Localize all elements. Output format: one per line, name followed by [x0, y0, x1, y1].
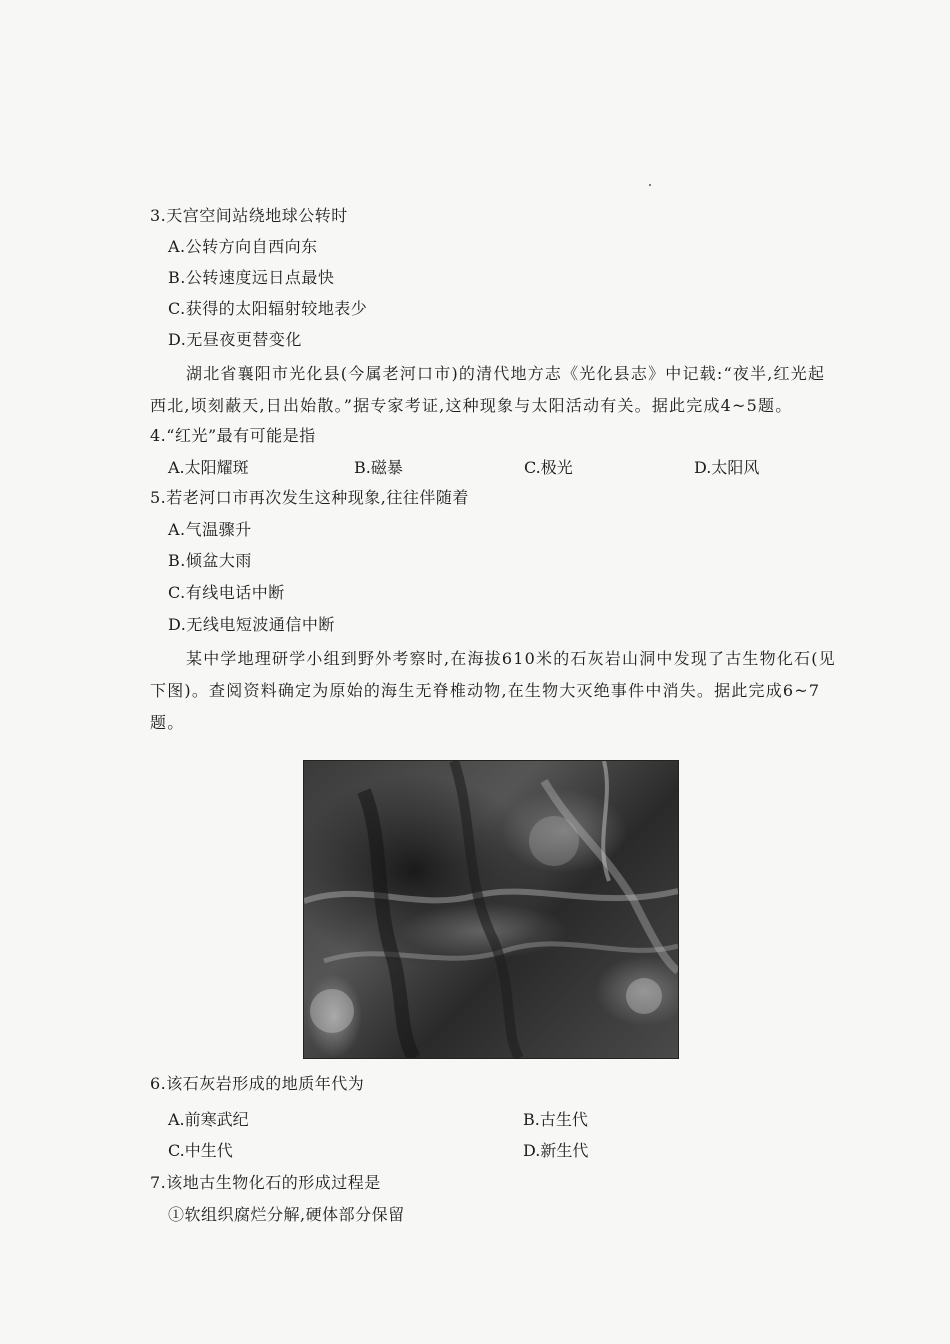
- fossil-texture: [304, 761, 678, 1058]
- q3-option-c: C.获得的太阳辐射较地表少: [168, 299, 368, 318]
- q6-options-row1: [168, 1107, 668, 1129]
- q5-option-a: A.气温骤升: [168, 520, 252, 539]
- q6-option-c: C.中生代: [168, 1141, 233, 1160]
- q5-stem: 5.若老河口市再次发生这种现象,往往伴随着: [150, 488, 469, 507]
- passage-fossil: 某中学地理研学小组到野外考察时,在海拔610米的石灰岩山洞中发现了古生物化石(见下图)。查阅资料确定为原始的海生无脊椎动物,在生物大灭绝事件中消失。据此完成6~7题。: [150, 649, 836, 732]
- q6-option-b: B.古生代: [523, 1110, 588, 1129]
- q5-option-c: C.有线电话中断: [168, 583, 285, 602]
- q6-option-a: A.前寒武纪: [168, 1110, 249, 1129]
- q7-item-1: ①软组织腐烂分解,硬体部分保留: [168, 1205, 405, 1224]
- scan-speck: [649, 184, 651, 186]
- fossil-photo: [303, 760, 679, 1059]
- q4-options: [168, 455, 808, 477]
- q3-option-a: A.公转方向自西向东: [168, 237, 318, 256]
- passage-solar-activity: 湖北省襄阳市光化县(今属老河口市)的清代地方志《光化县志》中记载:“夜半,红光起西北,顷刻蔽天,日出始散。”据专家考证,这种现象与太阳活动有关。据此完成4~5题。: [150, 364, 826, 415]
- q6-options-row2: [168, 1138, 668, 1160]
- q5-option-b: B.倾盆大雨: [168, 551, 252, 570]
- q6-option-d: D.新生代: [523, 1141, 589, 1160]
- q3-option-d: D.无昼夜更替变化: [168, 330, 302, 349]
- q4-stem: 4.“红光”最有可能是指: [150, 426, 316, 445]
- q7-stem: 7.该地古生物化石的形成过程是: [150, 1173, 381, 1192]
- q3-stem: 3.天宫空间站绕地球公转时: [150, 206, 348, 225]
- q4-option-c: C.极光: [524, 458, 573, 477]
- q4-option-a: A.太阳耀斑: [168, 458, 249, 477]
- q4-option-d: D.太阳风: [694, 458, 760, 477]
- q6-stem: 6.该石灰岩形成的地质年代为: [150, 1074, 365, 1093]
- q4-option-b: B.磁暴: [354, 458, 403, 477]
- q5-option-d: D.无线电短波通信中断: [168, 615, 335, 634]
- q3-option-b: B.公转速度远日点最快: [168, 268, 335, 287]
